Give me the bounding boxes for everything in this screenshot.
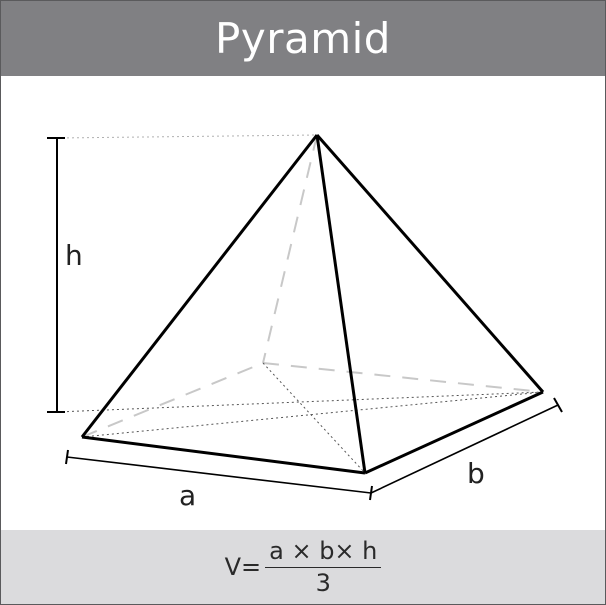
title-bar [1,1,605,76]
formula-bar [1,530,605,604]
base-b-dimension-line [371,405,558,493]
edge-base-front-right [365,392,543,473]
base-b-label: b [467,457,485,490]
formula-fraction [265,537,381,597]
edge-apex-front [317,135,365,473]
edge-base-left-front [82,437,365,473]
formula-denominator: 3 [315,569,331,597]
height-label: h [65,239,83,272]
hidden-edge-back-right [263,363,543,392]
formula-numerator: a × b× h [265,537,381,568]
formula-lhs: V= [224,553,262,581]
height-guide-base [57,392,543,412]
pyramid-figure [1,76,605,530]
edge-apex-right [317,135,543,392]
base-diagonal-back [263,363,365,473]
base-a-dimension-line [67,457,371,493]
base-diagonal-left [82,392,543,437]
height-guide-top [57,135,317,138]
base-a-label: a [179,479,197,512]
volume-formula [225,537,382,597]
pyramid-diagram [1,76,605,530]
page-title: Pyramid [215,14,391,63]
base-b-tick-right [554,398,562,412]
base-a-tick-left [66,450,68,464]
